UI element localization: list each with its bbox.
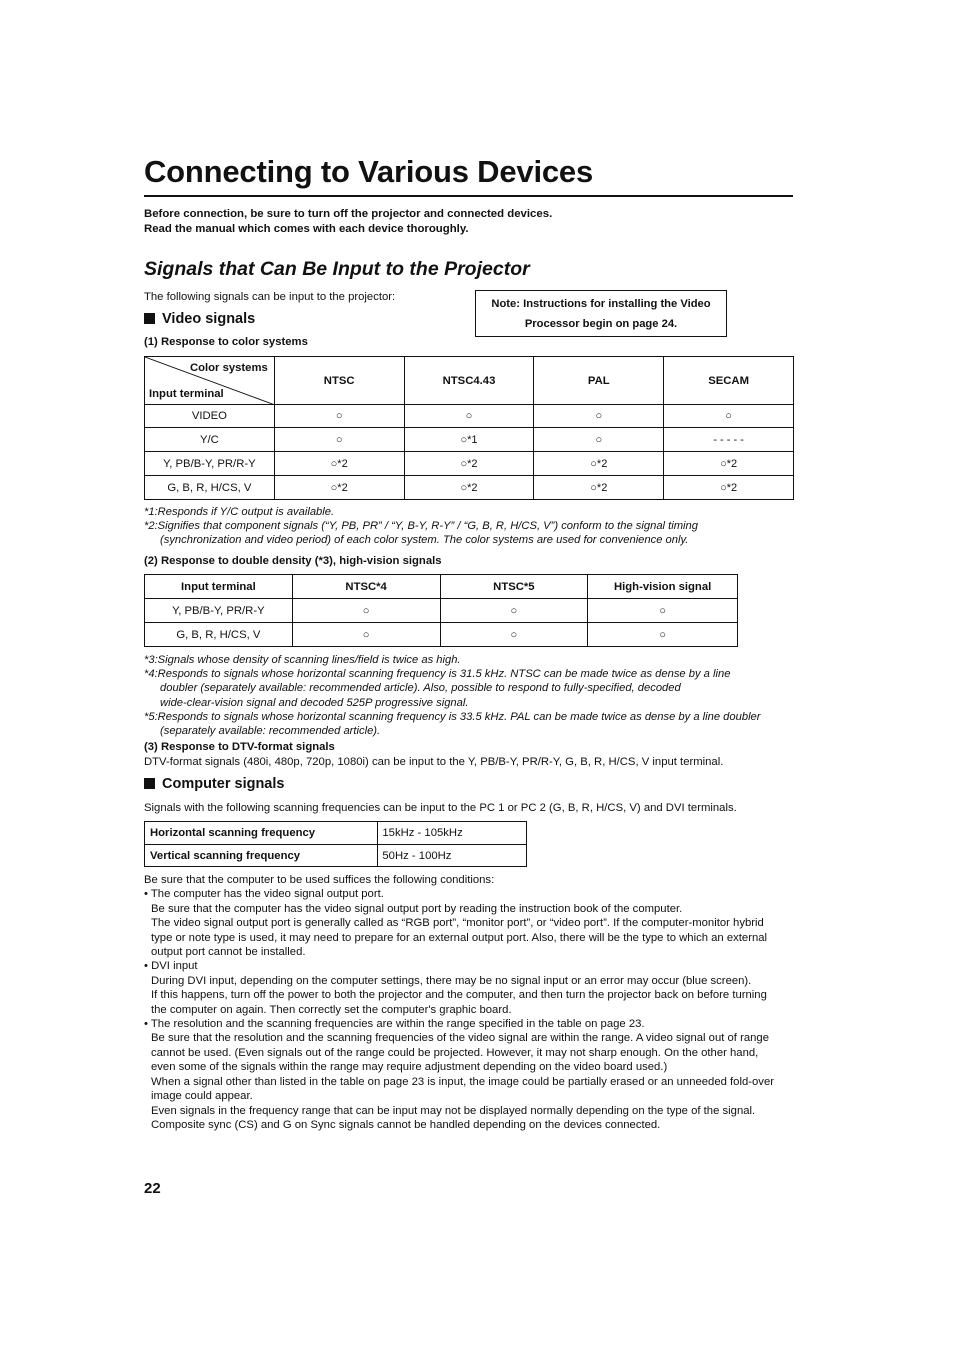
table-cell: ○ — [404, 405, 534, 428]
note-line-1: Note: Instructions for installing the Video — [491, 298, 711, 310]
intro-text — [144, 207, 552, 237]
double-density-table — [144, 574, 738, 647]
column-header: SECAM — [664, 357, 794, 405]
video-signals-heading — [144, 310, 255, 328]
column-header: NTSC*5 — [440, 575, 588, 599]
conditions-line: • DVI input — [144, 960, 198, 973]
row-label: Y/C — [145, 428, 275, 452]
table-row — [145, 405, 794, 428]
computer-intro: Signals with the following scanning frequencies can be input to the PC 1 or PC 2 (G, B, R, H/CS, V) and DVI terminals. — [144, 802, 737, 814]
conditions-line: output port cannot be installed. — [151, 946, 306, 959]
footnote-5-line-1: *5:Responds to signals whose horizontal scanning frequency is 33.5 kHz. PAL can be made twice as dense by a line doubler — [144, 711, 761, 723]
row-label: G, B, R, H/CS, V — [145, 623, 293, 647]
corner-bottom-label: Input terminal — [149, 388, 224, 400]
table-cell: ○*2 — [404, 476, 534, 500]
table-cell: ○ — [440, 623, 588, 647]
column-header: NTSC*4 — [292, 575, 440, 599]
footnote-2 — [144, 519, 698, 548]
subheading-double-density: (2) Response to double density (*3), high-vision signals — [144, 555, 442, 567]
square-bullet-icon — [144, 313, 155, 324]
conditions-line: even some of the signals within the range may require adjustment depending on the video board used.) — [151, 1061, 668, 1074]
table-cell: 15kHz - 105kHz — [378, 822, 527, 845]
table-cell: ○ — [664, 405, 794, 428]
table-cell: ○*2 — [534, 452, 664, 476]
table-cell: ○ — [588, 599, 738, 623]
title-rule — [144, 195, 793, 197]
conditions-line: Be sure that the resolution and the scanning frequencies of the video signal are within the range. A video signal out of range — [151, 1032, 769, 1045]
table-cell: ○ — [292, 599, 440, 623]
section-title: Signals that Can Be Input to the Projector — [144, 258, 530, 280]
column-header: PAL — [534, 357, 664, 405]
computer-heading-label: Computer signals — [162, 776, 285, 792]
computer-signals-heading — [144, 775, 284, 793]
footnote-1: *1:Responds if Y/C output is available. — [144, 506, 335, 518]
color-systems-table — [144, 356, 794, 500]
conditions-line: cannot be used. (Even signals out of the range could be projected. However, it may not sharp enough. On the other hand, — [151, 1046, 759, 1059]
section-intro: The following signals can be input to the projector: — [144, 291, 396, 303]
table-row — [145, 476, 794, 500]
table-cell: ○ — [588, 623, 738, 647]
row-label: Y, PB/B-Y, PR/R-Y — [145, 452, 275, 476]
row-label: Vertical scanning frequency — [145, 845, 378, 867]
page-title: Connecting to Various Devices — [144, 154, 593, 189]
table-cell: ○ — [534, 405, 664, 428]
note-box — [475, 290, 727, 337]
row-label: Y, PB/B-Y, PR/R-Y — [145, 599, 293, 623]
conditions-line: Composite sync (CS) and G on Sync signals cannot be handled depending on the devices connected. — [151, 1118, 661, 1131]
footnote-5 — [144, 710, 761, 739]
computer-conditions — [144, 873, 796, 1132]
table-cell: - - - - - — [664, 428, 794, 452]
table-cell: ○ — [274, 405, 404, 428]
conditions-line: When a signal other than listed in the table on page 23 is input, the image could be partially erased or an unneeded fold-over — [151, 1075, 774, 1088]
conditions-line: image could appear. — [151, 1090, 253, 1103]
footnote-2-line-2: (synchronization and video period) of each color system. The color systems are used for convenience only. — [160, 534, 689, 547]
page-number: 22 — [144, 1180, 161, 1197]
row-label: G, B, R, H/CS, V — [145, 476, 275, 500]
scanning-frequency-table — [144, 821, 527, 867]
conditions-line: If this happens, turn off the power to both the projector and the computer, and then turn the projector back on before turning — [151, 989, 767, 1002]
intro-line-2: Read the manual which comes with each device thoroughly. — [144, 223, 469, 235]
table-row — [145, 428, 794, 452]
table-cell: ○ — [534, 428, 664, 452]
table-cell: ○ — [274, 428, 404, 452]
table-cell: ○*2 — [404, 452, 534, 476]
conditions-line: type or note type is used, it may need to prepare for an external output port. Also, there will be the type to which an external — [151, 931, 768, 944]
footnote-4 — [144, 667, 730, 710]
table-row — [145, 452, 794, 476]
conditions-line: Be sure that the computer has the video signal output port by reading the instruction book of the computer. — [151, 902, 683, 915]
footnote-5-line-2: (separately available: recommended article). — [160, 725, 381, 738]
table-cell: ○*2 — [274, 476, 404, 500]
conditions-line: Even signals in the frequency range that can be input may not be displayed normally depending on the type of the signal. — [151, 1104, 756, 1117]
table-cell: 50Hz - 100Hz — [378, 845, 527, 867]
table-cell: ○*2 — [534, 476, 664, 500]
column-header: High-vision signal — [588, 575, 738, 599]
table-cell: ○*2 — [664, 476, 794, 500]
column-header: NTSC — [274, 357, 404, 405]
footnote-4-line-2: doubler (separately available: recommended article). Also, possible to respond to fully-specified, decoded — [160, 682, 681, 695]
table-corner-cell — [145, 357, 275, 405]
table-cell: ○ — [292, 623, 440, 647]
footnote-2-line-1: *2:Signifies that component signals (“Y, PB, PR” / “Y, B-Y, R-Y” / “G, B, R, H/CS, V”) conform to the signal timing — [144, 520, 698, 532]
conditions-line: • The resolution and the scanning frequencies are within the range specified in the table on page 23. — [144, 1018, 645, 1031]
table-cell: ○*1 — [404, 428, 534, 452]
conditions-line: During DVI input, depending on the computer settings, there may be no signal input or an error may occur (blue screen). — [151, 974, 752, 987]
subheading-color-systems: (1) Response to color systems — [144, 336, 308, 348]
square-bullet-icon — [144, 778, 155, 789]
row-label: VIDEO — [145, 405, 275, 428]
note-line-2: Processor begin on page 24. — [524, 318, 678, 330]
video-heading-label: Video signals — [162, 311, 256, 327]
table-row — [145, 623, 738, 647]
dtv-text: DTV-format signals (480i, 480p, 720p, 1080i) can be input to the Y, PB/B-Y, PR/R-Y, G, B, R, H/CS, V input terminal. — [144, 756, 724, 768]
table-row — [145, 845, 527, 867]
intro-line-1: Before connection, be sure to turn off the projector and connected devices. — [144, 208, 553, 220]
footnote-4-line-1: *4:Responds to signals whose horizontal scanning frequency is 31.5 kHz. NTSC can be made twice as dense by a line — [144, 668, 731, 680]
row-label: Horizontal scanning frequency — [145, 822, 378, 845]
column-header: NTSC4.43 — [404, 357, 534, 405]
footnote-4-line-3: wide-clear-vision signal and decoded 525P progressive signal. — [160, 696, 469, 709]
subheading-dtv: (3) Response to DTV-format signals — [144, 741, 335, 753]
table-row — [145, 599, 738, 623]
column-header: Input terminal — [145, 575, 293, 599]
conditions-line: The video signal output port is generally called as “RGB port”, “monitor port”, or “video port”. If the computer-monitor hybrid — [151, 917, 764, 930]
conditions-line: the computer on again. Then correctly set the computer's graphic board. — [151, 1003, 512, 1016]
table-row — [145, 822, 527, 845]
footnote-3: *3:Signals whose density of scanning lines/field is twice as high. — [144, 654, 461, 666]
table-cell: ○*2 — [664, 452, 794, 476]
conditions-line: • The computer has the video signal output port. — [144, 888, 384, 901]
corner-top-label: Color systems — [189, 362, 268, 374]
table-cell: ○ — [440, 599, 588, 623]
table-cell: ○*2 — [274, 452, 404, 476]
conditions-line: Be sure that the computer to be used suffices the following conditions: — [144, 874, 495, 886]
